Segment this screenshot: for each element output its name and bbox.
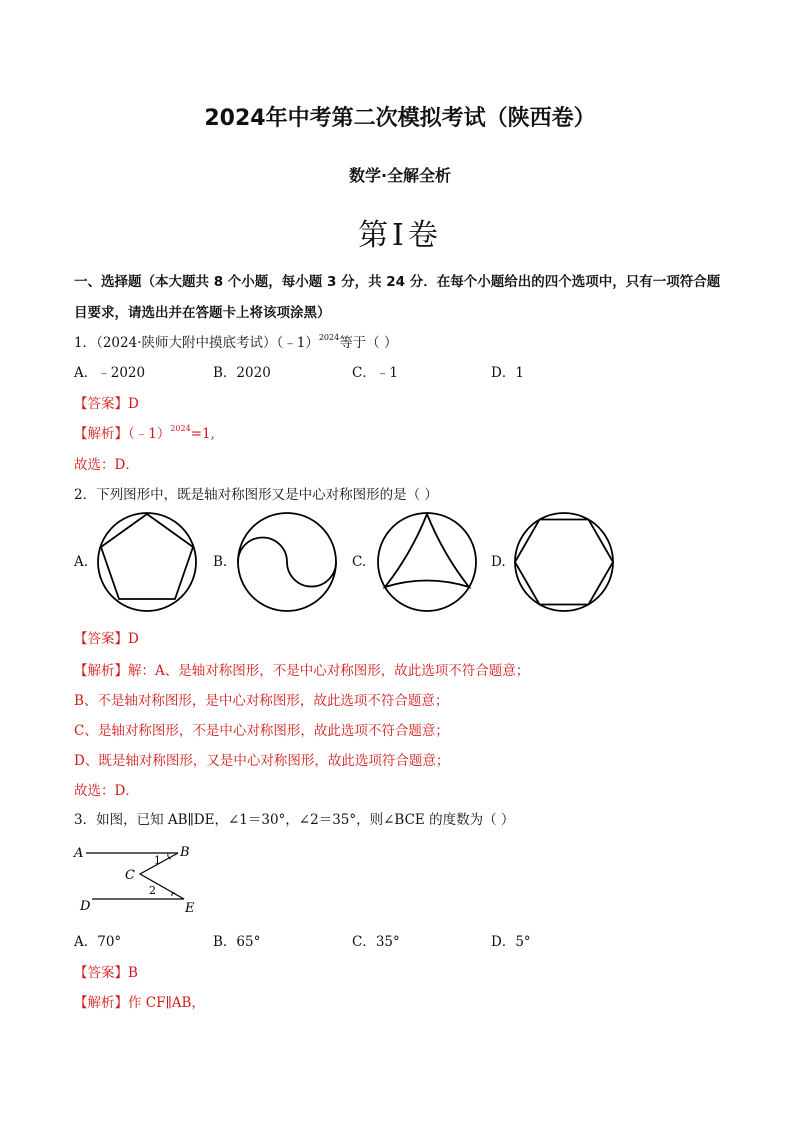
q3-label-e: E xyxy=(185,901,195,916)
q1-answer: 【答案】D xyxy=(74,396,139,412)
q1-analysis: 【解析】（﹣1）$^{2024}$=1, xyxy=(74,424,215,442)
q3-label-c: C xyxy=(125,868,135,883)
q2-analysis-line-2: B、不是轴对称图形，是中心对称图形，故此选项不符合题意； xyxy=(74,693,449,709)
q3-label-b: B xyxy=(180,845,190,860)
q3-figure-parallel-lines xyxy=(72,838,212,916)
q3-option-b: B．65° xyxy=(213,934,261,950)
q1-stem: 1．（2024·陕师大附中摸底考试）（﹣1）$^{2024}$等于（ ） xyxy=(74,333,398,351)
q2-option-c-label: C. xyxy=(352,554,367,570)
q1-option-d: D．1 xyxy=(491,365,524,381)
q3-answer: 【答案】B xyxy=(74,965,138,981)
q2-option-d-label: D. xyxy=(491,554,506,570)
q2-answer: 【答案】D xyxy=(74,631,139,647)
page-title: 2024年中考第二次模拟考试（陕西卷） xyxy=(204,106,596,131)
section-instruction-line-2: 目要求，请选出并在答题卡上将该项涂黑） xyxy=(74,305,331,321)
q2-option-b-label: B. xyxy=(213,554,228,570)
section-instruction-line-1: 一、选择题（本大题共 8 个小题，每小题 3 分，共 24 分．在每个小题给出的四个选项中，只有一项符合题 xyxy=(74,274,721,290)
q2-figure-d-hexagon xyxy=(512,510,616,614)
q2-option-a-label: A. xyxy=(74,554,89,570)
q3-label-angle-1: 1 xyxy=(154,854,161,867)
q2-figure-b-yinyang xyxy=(235,510,339,614)
page-subtitle: 数学·全解全析 xyxy=(348,166,452,185)
q2-analysis-line-4: D、既是轴对称图形，又是中心对称图形，故此选项符合题意； xyxy=(74,753,450,769)
q1-option-b: B．2020 xyxy=(213,365,271,381)
q3-analysis: 【解析】作 CF∥AB， xyxy=(74,995,205,1011)
q2-figure-a-pentagon xyxy=(95,510,199,614)
q3-label-d: D xyxy=(80,899,91,914)
volume-heading: 第Ⅰ卷 xyxy=(358,218,442,253)
q3-label-a: A xyxy=(74,846,84,861)
q2-analysis-line-3: C、是轴对称图形，不是中心对称图形，故此选项不符合题意； xyxy=(74,723,449,739)
q3-option-d: D．5° xyxy=(491,934,531,950)
q3-option-a: A．70° xyxy=(74,934,122,950)
q1-conclusion: 故选：D． xyxy=(74,457,139,473)
q3-stem: 3．如图，已知 AB∥DE，∠1＝30°，∠2＝35°，则∠BCE 的度数为（ ） xyxy=(74,812,515,828)
q2-analysis-line-1: 【解析】解：A、是轴对称图形，不是中心对称图形，故此选项不符合题意； xyxy=(74,663,530,679)
q3-label-angle-2: 2 xyxy=(149,884,156,897)
q2-stem: 2．下列图形中，既是轴对称图形又是中心对称图形的是（ ） xyxy=(74,487,438,503)
q1-option-a: A．﹣2020 xyxy=(74,365,146,381)
q2-conclusion: 故选：D． xyxy=(74,783,139,799)
q1-option-c: C．﹣1 xyxy=(352,365,398,381)
q2-figure-c-reuleaux xyxy=(375,510,479,614)
q3-option-c: C．35° xyxy=(352,934,400,950)
